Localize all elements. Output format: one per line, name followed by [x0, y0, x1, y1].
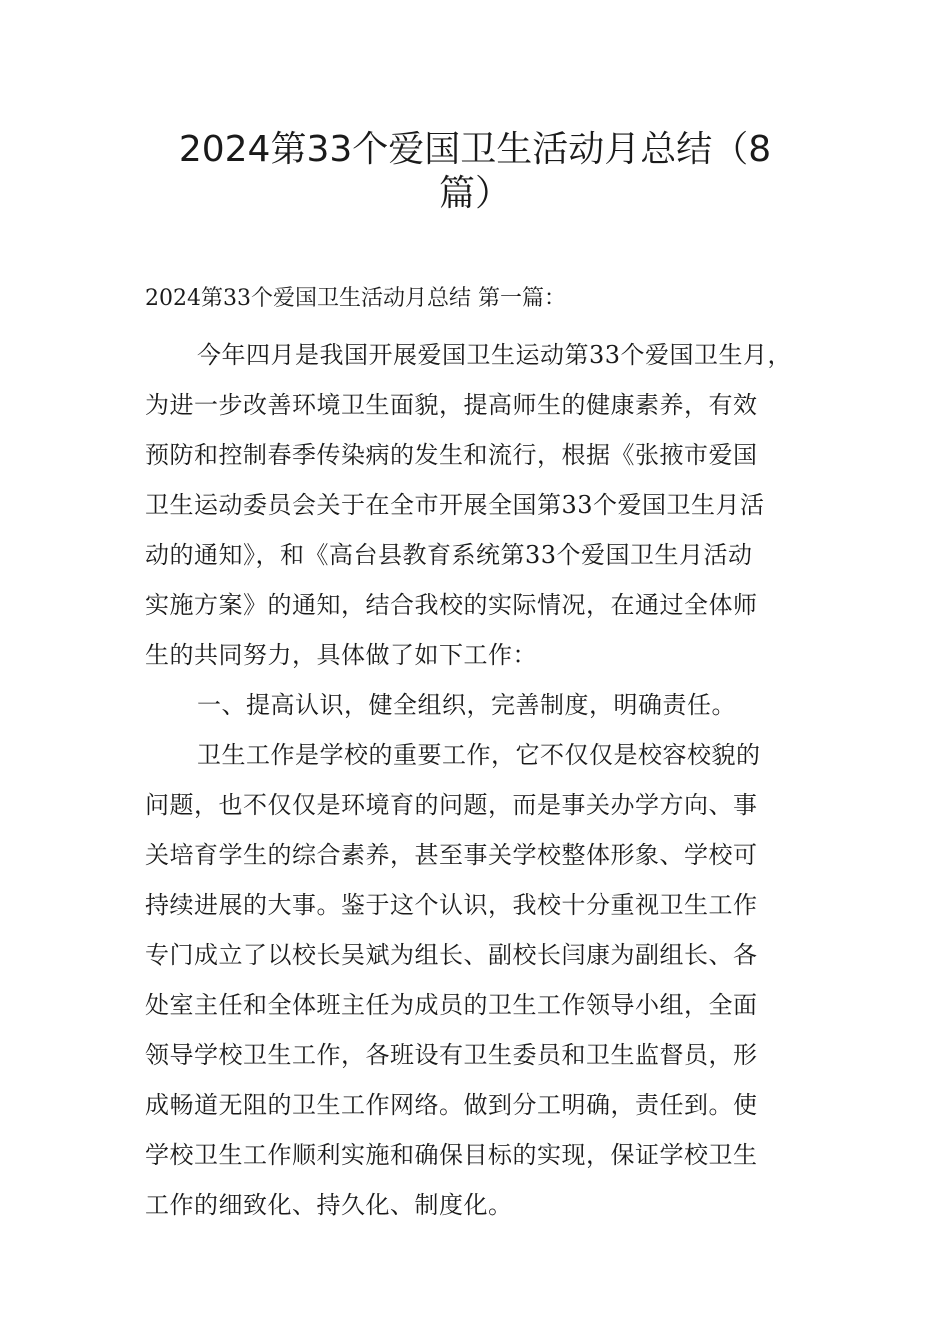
paragraph-line: 为进一步改善环境卫生面貌，提高师生的健康素养，有效 — [145, 391, 758, 419]
paragraph-line: 问题，也不仅仅是环境育的问题，而是事关办学方向、事 — [145, 791, 758, 819]
paragraph-line: 实施方案》的通知，结合我校的实际情况，在通过全体师 — [145, 591, 758, 619]
paragraph-line: 卫生运动委员会关于在全市开展全国第33个爱国卫生月活 — [145, 491, 765, 519]
section-subheading: 一、提高认识，健全组织，完善制度，明确责任。 — [197, 691, 736, 719]
paragraph-line: 学校卫生工作顺利实施和确保目标的实现，保证学校卫生 — [145, 1141, 758, 1169]
paragraph-line: 工作的细致化、持久化、制度化。 — [145, 1191, 513, 1219]
paragraph-line: 今年四月是我国开展爱国卫生运动第33个爱国卫生月， — [197, 341, 793, 369]
paragraph-line: 动的通知》，和《高台县教育系统第33个爱国卫生月活动 — [145, 541, 753, 569]
title-line-2: 篇） — [438, 173, 511, 214]
document-body — [145, 330, 810, 1230]
paragraph-line: 预防和控制春季传染病的发生和流行，根据《张掖市爱国 — [145, 441, 758, 469]
paragraph-line: 关培育学生的综合素养，甚至事关学校整体形象、学校可 — [145, 841, 758, 869]
paragraph-line: 处室主任和全体班主任为成员的卫生工作领导小组，全面 — [145, 991, 758, 1019]
document-title — [0, 128, 950, 216]
paragraph-line: 专门成立了以校长吴斌为组长、副校长闫康为副组长、各 — [145, 941, 758, 969]
paragraph-line: 持续进展的大事。鉴于这个认识，我校十分重视卫生工作 — [145, 891, 758, 919]
paragraph-line: 成畅道无阻的卫生工作网络。做到分工明确，责任到。使 — [145, 1091, 758, 1119]
paragraph-line: 卫生工作是学校的重要工作，它不仅仅是校容校貌的 — [197, 741, 761, 769]
title-line-1: 2024第33个爱国卫生活动月总结（8 — [178, 129, 772, 170]
paragraph-line: 生的共同努力，具体做了如下工作： — [145, 641, 537, 669]
section-heading: 2024第33个爱国卫生活动月总结 第一篇： — [145, 286, 566, 311]
paragraph-line: 领导学校卫生工作，各班设有卫生委员和卫生监督员，形 — [145, 1041, 758, 1069]
